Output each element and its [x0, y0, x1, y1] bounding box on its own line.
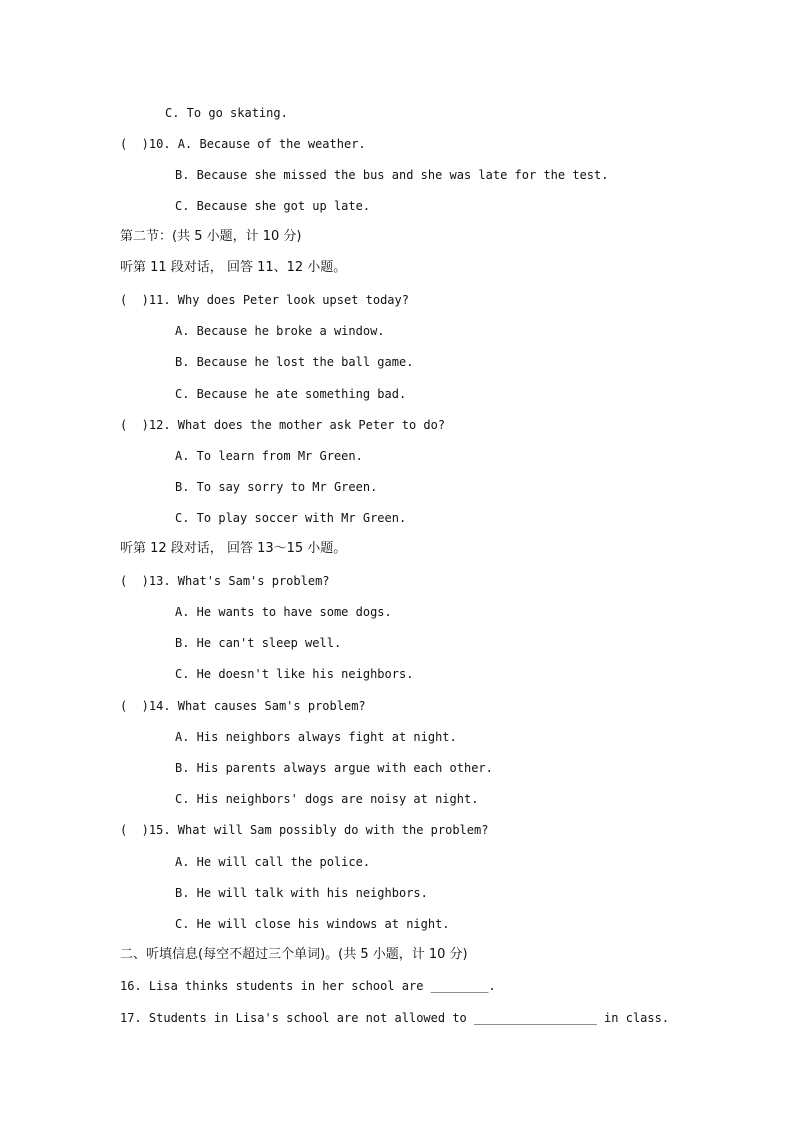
dialogue-12-instruction: 听第 12 段对话， 回答 13～15 小题。	[120, 541, 347, 556]
option-12c: C. To play soccer with Mr Green.	[175, 511, 407, 525]
option-12a: A. To learn from Mr Green.	[175, 449, 363, 463]
question-13: ( )13. What's Sam's problem?	[120, 574, 330, 588]
part-2-heading: 二、听填信息(每空不超过三个单词)。(共 5 小题，计 10 分)	[120, 947, 468, 962]
question-10: ( )10. A. Because of the weather.	[120, 137, 366, 151]
option-11c: C. Because he ate something bad.	[175, 387, 407, 401]
option-15b: B. He will talk with his neighbors.	[175, 886, 428, 900]
option-13b: B. He can't sleep well.	[175, 636, 342, 650]
option-9c: C. To go skating.	[165, 106, 288, 120]
option-10c: C. Because she got up late.	[175, 199, 371, 213]
question-17: 17. Students in Lisa's school are not allowed to _________________ in class.	[120, 1011, 670, 1025]
question-16: 16. Lisa thinks students in her school are ________.	[120, 979, 496, 993]
option-10b: B. Because she missed the bus and she was late for the test.	[175, 168, 609, 182]
option-14c: C. His neighbors' dogs are noisy at night.	[175, 792, 479, 806]
option-11a: A. Because he broke a window.	[175, 324, 385, 338]
option-14b: B. His parents always argue with each other.	[175, 761, 493, 775]
option-11b: B. Because he lost the ball game.	[175, 355, 414, 369]
question-11: ( )11. Why does Peter look upset today?	[120, 293, 409, 307]
section-2-heading: 第二节：(共 5 小题，计 10 分)	[120, 229, 302, 244]
option-13c: C. He doesn't like his neighbors.	[175, 667, 414, 681]
option-13a: A. He wants to have some dogs.	[175, 605, 392, 619]
question-12: ( )12. What does the mother ask Peter to do?	[120, 418, 446, 432]
question-14: ( )14. What causes Sam's problem?	[120, 699, 366, 713]
option-12b: B. To say sorry to Mr Green.	[175, 480, 378, 494]
option-14a: A. His neighbors always fight at night.	[175, 730, 457, 744]
option-15a: A. He will call the police.	[175, 855, 371, 869]
dialogue-11-instruction: 听第 11 段对话， 回答 11、12 小题。	[120, 260, 347, 275]
question-15: ( )15. What will Sam possibly do with the problem?	[120, 823, 489, 837]
option-15c: C. He will close his windows at night.	[175, 917, 450, 931]
